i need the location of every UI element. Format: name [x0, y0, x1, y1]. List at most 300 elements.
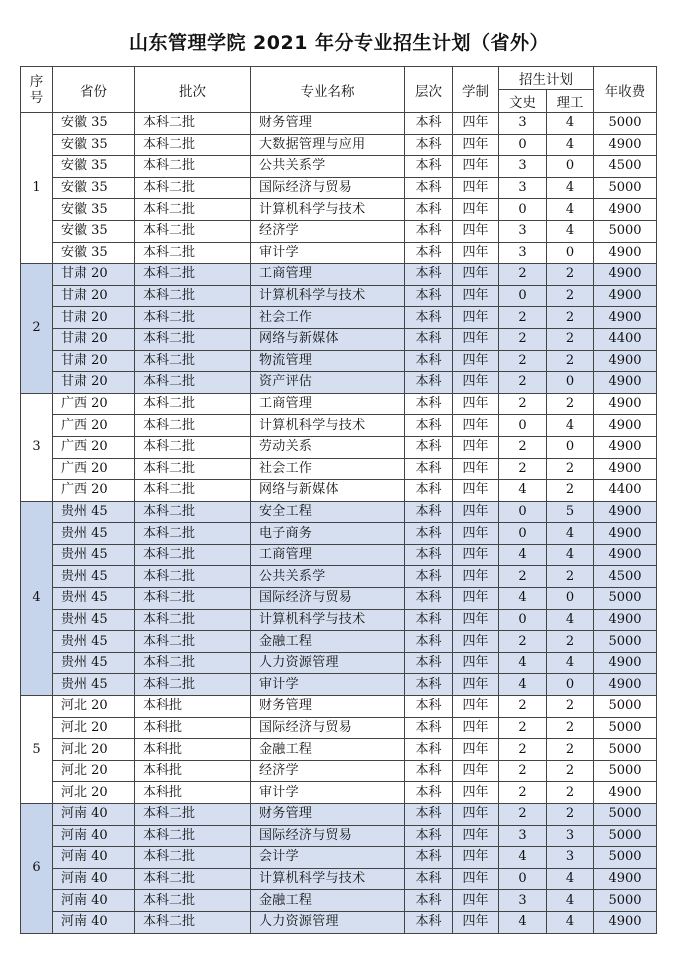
level-cell: 本科: [405, 760, 453, 782]
batch-cell: 本科二批: [135, 350, 251, 372]
fee-cell: 4900: [594, 501, 657, 523]
major-cell: 国际经济与贸易: [251, 588, 405, 610]
science-count-cell: 2: [547, 350, 594, 372]
fee-cell: 5000: [594, 588, 657, 610]
duration-cell: 四年: [453, 480, 499, 502]
province-cell: 安徽 35: [53, 177, 135, 199]
fee-cell: 5000: [594, 113, 657, 135]
batch-cell: 本科二批: [135, 566, 251, 588]
major-cell: 物流管理: [251, 350, 405, 372]
duration-cell: 四年: [453, 717, 499, 739]
major-cell: 金融工程: [251, 890, 405, 912]
table-row: [21, 177, 657, 199]
major-cell: 大数据管理与应用: [251, 134, 405, 156]
province-cell: 安徽 35: [53, 220, 135, 242]
province-cell: 安徽 35: [53, 242, 135, 264]
science-count-cell: 2: [547, 804, 594, 826]
table-row: [21, 134, 657, 156]
table-row: [21, 328, 657, 350]
arts-count-cell: 3: [499, 220, 547, 242]
fee-cell: 5000: [594, 825, 657, 847]
arts-count-cell: 2: [499, 696, 547, 718]
duration-cell: 四年: [453, 696, 499, 718]
batch-cell: 本科二批: [135, 868, 251, 890]
province-cell: 广西 20: [53, 458, 135, 480]
level-cell: 本科: [405, 242, 453, 264]
fee-cell: 4900: [594, 242, 657, 264]
arts-count-cell: 2: [499, 739, 547, 761]
arts-count-cell: 0: [499, 523, 547, 545]
province-cell: 贵州 45: [53, 652, 135, 674]
science-count-cell: 4: [547, 220, 594, 242]
major-cell: 工商管理: [251, 393, 405, 415]
fee-cell: 5000: [594, 847, 657, 869]
arts-count-cell: 2: [499, 760, 547, 782]
batch-cell: 本科二批: [135, 156, 251, 178]
level-cell: 本科: [405, 372, 453, 394]
level-cell: 本科: [405, 674, 453, 696]
province-cell: 河南 40: [53, 890, 135, 912]
science-count-cell: 0: [547, 436, 594, 458]
batch-cell: 本科二批: [135, 328, 251, 350]
province-cell: 贵州 45: [53, 631, 135, 653]
major-cell: 劳动关系: [251, 436, 405, 458]
major-cell: 经济学: [251, 220, 405, 242]
duration-cell: 四年: [453, 804, 499, 826]
science-count-cell: 4: [547, 415, 594, 437]
science-count-cell: 0: [547, 156, 594, 178]
batch-cell: 本科二批: [135, 588, 251, 610]
science-count-cell: 2: [547, 264, 594, 286]
major-cell: 计算机科学与技术: [251, 199, 405, 221]
seq-cell: 3: [21, 393, 53, 501]
batch-cell: 本科二批: [135, 911, 251, 933]
batch-cell: 本科二批: [135, 134, 251, 156]
duration-cell: 四年: [453, 436, 499, 458]
fee-cell: 4400: [594, 328, 657, 350]
table-row: [21, 242, 657, 264]
arts-count-cell: 3: [499, 113, 547, 135]
science-count-cell: 4: [547, 134, 594, 156]
major-cell: 社会工作: [251, 307, 405, 329]
batch-cell: 本科二批: [135, 674, 251, 696]
fee-cell: 4400: [594, 480, 657, 502]
batch-cell: 本科二批: [135, 544, 251, 566]
batch-cell: 本科二批: [135, 113, 251, 135]
batch-cell: 本科二批: [135, 264, 251, 286]
science-count-cell: 2: [547, 393, 594, 415]
table-row: [21, 436, 657, 458]
duration-cell: 四年: [453, 544, 499, 566]
duration-cell: 四年: [453, 523, 499, 545]
arts-count-cell: 3: [499, 825, 547, 847]
science-count-cell: 2: [547, 566, 594, 588]
table-row: [21, 652, 657, 674]
level-cell: 本科: [405, 264, 453, 286]
province-cell: 甘肃 20: [53, 307, 135, 329]
duration-cell: 四年: [453, 156, 499, 178]
level-cell: 本科: [405, 458, 453, 480]
arts-count-cell: 4: [499, 847, 547, 869]
province-cell: 甘肃 20: [53, 264, 135, 286]
batch-cell: 本科二批: [135, 177, 251, 199]
table-row: [21, 739, 657, 761]
major-cell: 审计学: [251, 782, 405, 804]
arts-count-cell: 2: [499, 458, 547, 480]
arts-count-cell: 3: [499, 177, 547, 199]
arts-count-cell: 2: [499, 804, 547, 826]
science-count-cell: 2: [547, 480, 594, 502]
arts-count-cell: 4: [499, 480, 547, 502]
major-cell: 财务管理: [251, 113, 405, 135]
fee-cell: 4900: [594, 868, 657, 890]
table-row: [21, 393, 657, 415]
table-row: [21, 804, 657, 826]
fee-cell: 4500: [594, 566, 657, 588]
fee-cell: 4900: [594, 544, 657, 566]
major-cell: 金融工程: [251, 739, 405, 761]
science-count-cell: 4: [547, 868, 594, 890]
province-cell: 河南 40: [53, 804, 135, 826]
batch-cell: 本科二批: [135, 631, 251, 653]
duration-cell: 四年: [453, 890, 499, 912]
duration-cell: 四年: [453, 242, 499, 264]
batch-cell: 本科二批: [135, 436, 251, 458]
science-count-cell: 2: [547, 717, 594, 739]
science-count-cell: 5: [547, 501, 594, 523]
table-row: [21, 674, 657, 696]
level-cell: 本科: [405, 436, 453, 458]
level-cell: 本科: [405, 631, 453, 653]
province-cell: 河南 40: [53, 911, 135, 933]
province-cell: 贵州 45: [53, 609, 135, 631]
science-count-cell: 4: [547, 911, 594, 933]
duration-cell: 四年: [453, 782, 499, 804]
fee-cell: 4900: [594, 199, 657, 221]
major-cell: 计算机科学与技术: [251, 609, 405, 631]
duration-cell: 四年: [453, 393, 499, 415]
table-row: [21, 458, 657, 480]
science-count-cell: 2: [547, 285, 594, 307]
fee-cell: 5000: [594, 804, 657, 826]
header-science: 理工: [547, 90, 594, 113]
duration-cell: 四年: [453, 199, 499, 221]
seq-cell: 2: [21, 264, 53, 394]
table-body: [21, 113, 657, 934]
arts-count-cell: 3: [499, 890, 547, 912]
table-row: [21, 847, 657, 869]
major-cell: 工商管理: [251, 264, 405, 286]
duration-cell: 四年: [453, 911, 499, 933]
batch-cell: 本科批: [135, 696, 251, 718]
science-count-cell: 0: [547, 242, 594, 264]
province-cell: 贵州 45: [53, 501, 135, 523]
batch-cell: 本科批: [135, 717, 251, 739]
table-row: [21, 285, 657, 307]
major-cell: 人力资源管理: [251, 911, 405, 933]
level-cell: 本科: [405, 890, 453, 912]
arts-count-cell: 3: [499, 156, 547, 178]
level-cell: 本科: [405, 415, 453, 437]
fee-cell: 4900: [594, 264, 657, 286]
batch-cell: 本科二批: [135, 652, 251, 674]
science-count-cell: 4: [547, 177, 594, 199]
batch-cell: 本科二批: [135, 199, 251, 221]
major-cell: 国际经济与贸易: [251, 825, 405, 847]
science-count-cell: 4: [547, 199, 594, 221]
arts-count-cell: 2: [499, 328, 547, 350]
science-count-cell: 0: [547, 372, 594, 394]
batch-cell: 本科二批: [135, 609, 251, 631]
level-cell: 本科: [405, 393, 453, 415]
major-cell: 工商管理: [251, 544, 405, 566]
level-cell: 本科: [405, 566, 453, 588]
level-cell: 本科: [405, 847, 453, 869]
batch-cell: 本科二批: [135, 307, 251, 329]
arts-count-cell: 0: [499, 868, 547, 890]
province-cell: 甘肃 20: [53, 285, 135, 307]
major-cell: 国际经济与贸易: [251, 177, 405, 199]
arts-count-cell: 2: [499, 436, 547, 458]
level-cell: 本科: [405, 328, 453, 350]
arts-count-cell: 4: [499, 544, 547, 566]
level-cell: 本科: [405, 134, 453, 156]
major-cell: 财务管理: [251, 804, 405, 826]
science-count-cell: 3: [547, 825, 594, 847]
major-cell: 财务管理: [251, 696, 405, 718]
province-cell: 贵州 45: [53, 566, 135, 588]
science-count-cell: 4: [547, 113, 594, 135]
level-cell: 本科: [405, 609, 453, 631]
arts-count-cell: 4: [499, 652, 547, 674]
duration-cell: 四年: [453, 825, 499, 847]
arts-count-cell: 0: [499, 134, 547, 156]
duration-cell: 四年: [453, 760, 499, 782]
level-cell: 本科: [405, 868, 453, 890]
header-batch: 批次: [135, 67, 251, 113]
seq-cell: 6: [21, 804, 53, 934]
major-cell: 计算机科学与技术: [251, 415, 405, 437]
duration-cell: 四年: [453, 566, 499, 588]
fee-cell: 5000: [594, 739, 657, 761]
major-cell: 安全工程: [251, 501, 405, 523]
arts-count-cell: 0: [499, 285, 547, 307]
major-cell: 人力资源管理: [251, 652, 405, 674]
level-cell: 本科: [405, 501, 453, 523]
fee-cell: 4900: [594, 415, 657, 437]
duration-cell: 四年: [453, 220, 499, 242]
science-count-cell: 2: [547, 739, 594, 761]
province-cell: 甘肃 20: [53, 372, 135, 394]
table-row: [21, 890, 657, 912]
table-row: [21, 372, 657, 394]
arts-count-cell: 2: [499, 782, 547, 804]
science-count-cell: 2: [547, 328, 594, 350]
province-cell: 河北 20: [53, 717, 135, 739]
header-fee: 年收费: [594, 67, 657, 113]
seq-cell: 5: [21, 696, 53, 804]
province-cell: 河北 20: [53, 760, 135, 782]
province-cell: 河南 40: [53, 868, 135, 890]
level-cell: 本科: [405, 156, 453, 178]
fee-cell: 4900: [594, 782, 657, 804]
level-cell: 本科: [405, 350, 453, 372]
fee-cell: 5000: [594, 890, 657, 912]
major-cell: 网络与新媒体: [251, 328, 405, 350]
science-count-cell: 4: [547, 523, 594, 545]
batch-cell: 本科二批: [135, 804, 251, 826]
batch-cell: 本科二批: [135, 393, 251, 415]
fee-cell: 5000: [594, 220, 657, 242]
batch-cell: 本科二批: [135, 523, 251, 545]
duration-cell: 四年: [453, 458, 499, 480]
table-row: [21, 631, 657, 653]
level-cell: 本科: [405, 285, 453, 307]
table-row: [21, 717, 657, 739]
major-cell: 审计学: [251, 674, 405, 696]
header-province: 省份: [53, 67, 135, 113]
level-cell: 本科: [405, 782, 453, 804]
science-count-cell: 4: [547, 544, 594, 566]
major-cell: 金融工程: [251, 631, 405, 653]
duration-cell: 四年: [453, 328, 499, 350]
fee-cell: 4900: [594, 458, 657, 480]
table-row: [21, 868, 657, 890]
header-duration: 学制: [453, 67, 499, 113]
province-cell: 贵州 45: [53, 523, 135, 545]
arts-count-cell: 2: [499, 372, 547, 394]
province-cell: 安徽 35: [53, 199, 135, 221]
fee-cell: 5000: [594, 631, 657, 653]
table-row: [21, 782, 657, 804]
arts-count-cell: 2: [499, 631, 547, 653]
science-count-cell: 3: [547, 847, 594, 869]
fee-cell: 4900: [594, 436, 657, 458]
major-cell: 电子商务: [251, 523, 405, 545]
batch-cell: 本科二批: [135, 285, 251, 307]
page-title: 山东管理学院 2021 年分专业招生计划（省外）: [128, 32, 550, 54]
major-cell: 公共关系学: [251, 566, 405, 588]
province-cell: 河北 20: [53, 782, 135, 804]
header-major: 专业名称: [251, 67, 405, 113]
duration-cell: 四年: [453, 609, 499, 631]
table-row: [21, 199, 657, 221]
arts-count-cell: 0: [499, 415, 547, 437]
level-cell: 本科: [405, 523, 453, 545]
province-cell: 广西 20: [53, 393, 135, 415]
table-row: [21, 220, 657, 242]
major-cell: 网络与新媒体: [251, 480, 405, 502]
batch-cell: 本科批: [135, 739, 251, 761]
arts-count-cell: 3: [499, 242, 547, 264]
province-cell: 广西 20: [53, 436, 135, 458]
batch-cell: 本科二批: [135, 242, 251, 264]
table-row: [21, 760, 657, 782]
duration-cell: 四年: [453, 134, 499, 156]
duration-cell: 四年: [453, 501, 499, 523]
level-cell: 本科: [405, 177, 453, 199]
science-count-cell: 4: [547, 609, 594, 631]
table-row: [21, 544, 657, 566]
header-level: 层次: [405, 67, 453, 113]
arts-count-cell: 4: [499, 674, 547, 696]
table-row: [21, 113, 657, 135]
batch-cell: 本科二批: [135, 890, 251, 912]
duration-cell: 四年: [453, 285, 499, 307]
duration-cell: 四年: [453, 415, 499, 437]
duration-cell: 四年: [453, 652, 499, 674]
table-row: [21, 609, 657, 631]
science-count-cell: 4: [547, 652, 594, 674]
level-cell: 本科: [405, 717, 453, 739]
level-cell: 本科: [405, 652, 453, 674]
batch-cell: 本科二批: [135, 220, 251, 242]
batch-cell: 本科批: [135, 782, 251, 804]
table-row: [21, 501, 657, 523]
level-cell: 本科: [405, 544, 453, 566]
batch-cell: 本科二批: [135, 458, 251, 480]
level-cell: 本科: [405, 113, 453, 135]
fee-cell: 4900: [594, 393, 657, 415]
batch-cell: 本科批: [135, 760, 251, 782]
arts-count-cell: 4: [499, 911, 547, 933]
fee-cell: 4900: [594, 134, 657, 156]
province-cell: 贵州 45: [53, 674, 135, 696]
province-cell: 河北 20: [53, 696, 135, 718]
table-row: [21, 825, 657, 847]
arts-count-cell: 2: [499, 264, 547, 286]
fee-cell: 5000: [594, 717, 657, 739]
level-cell: 本科: [405, 199, 453, 221]
province-cell: 广西 20: [53, 415, 135, 437]
duration-cell: 四年: [453, 868, 499, 890]
duration-cell: 四年: [453, 739, 499, 761]
table-row: [21, 911, 657, 933]
table-row: [21, 156, 657, 178]
level-cell: 本科: [405, 911, 453, 933]
arts-count-cell: 0: [499, 501, 547, 523]
level-cell: 本科: [405, 480, 453, 502]
batch-cell: 本科二批: [135, 501, 251, 523]
province-cell: 甘肃 20: [53, 328, 135, 350]
major-cell: 会计学: [251, 847, 405, 869]
batch-cell: 本科二批: [135, 480, 251, 502]
batch-cell: 本科二批: [135, 372, 251, 394]
duration-cell: 四年: [453, 177, 499, 199]
major-cell: 计算机科学与技术: [251, 868, 405, 890]
fee-cell: 4900: [594, 652, 657, 674]
science-count-cell: 2: [547, 631, 594, 653]
duration-cell: 四年: [453, 588, 499, 610]
arts-count-cell: 0: [499, 199, 547, 221]
fee-cell: 4900: [594, 609, 657, 631]
header-row: [21, 67, 657, 90]
header-seq: 序 号: [21, 67, 53, 113]
arts-count-cell: 2: [499, 566, 547, 588]
science-count-cell: 0: [547, 674, 594, 696]
header-plan: 招生计划: [499, 67, 594, 90]
duration-cell: 四年: [453, 307, 499, 329]
arts-count-cell: 2: [499, 307, 547, 329]
table-row: [21, 588, 657, 610]
province-cell: 甘肃 20: [53, 350, 135, 372]
arts-count-cell: 0: [499, 609, 547, 631]
fee-cell: 4900: [594, 372, 657, 394]
fee-cell: 4900: [594, 911, 657, 933]
level-cell: 本科: [405, 739, 453, 761]
table-row: [21, 415, 657, 437]
duration-cell: 四年: [453, 847, 499, 869]
